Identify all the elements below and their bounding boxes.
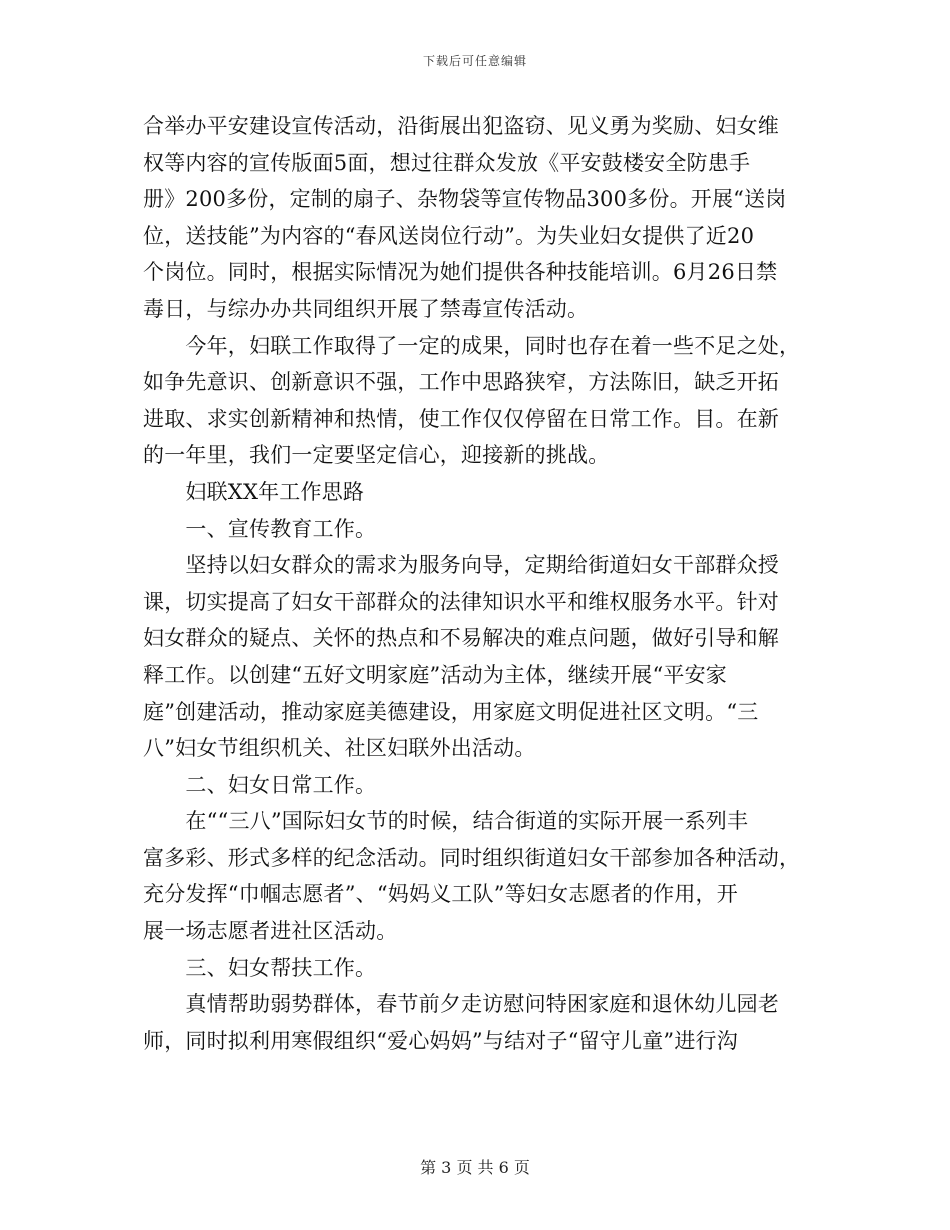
- text-line: 师，同时拟利用寒假组织“爱心妈妈”与结对子“留守儿童”进行沟: [143, 1028, 738, 1053]
- text-line: 坚持以妇女群众的需求为服务向导，定期给街道妇女干部群众授: [143, 553, 779, 578]
- section-title: 妇联XX年工作思路: [143, 479, 365, 504]
- text-line: 展一场志愿者进社区活动。: [143, 919, 398, 944]
- text-line: 册》200多份，定制的扇子、杂物袋等宣传物品300多份。开展“送岗: [143, 187, 787, 212]
- text-line: 位，送技能”为内容的“春风送岗位行动”。为失业妇女提供了近20: [143, 223, 755, 248]
- section-heading: 二、妇女日常工作。: [143, 772, 377, 797]
- text-line: 进取、求实创新精神和热情，使工作仅仅停留在日常工作。目。在新: [143, 406, 779, 431]
- text-line: 充分发挥“巾帼志愿者”、“妈妈义工队”等妇女志愿者的作用，开: [143, 882, 738, 907]
- text-line: 妇女群众的疑点、关怀的热点和不易解决的难点问题，做好引导和解: [143, 626, 779, 651]
- text-line: 如争先意识、创新意识不强，工作中思路狭窄，方法陈旧，缺乏开拓: [143, 370, 779, 395]
- text-line: 权等内容的宣传版面5面，想过往群众发放《平安鼓楼安全防患手: [143, 150, 751, 175]
- section-heading: 一、宣传教育工作。: [143, 516, 377, 541]
- text-line: 释工作。以创建“五好文明家庭”活动为主体，继续开展“平安家: [143, 662, 728, 687]
- text-line: 八”妇女节组织机关、社区妇联外出活动。: [143, 736, 536, 761]
- text-line: 今年，妇联工作取得了一定的成果，同时也存在着一些不足之处，: [143, 333, 801, 358]
- text-line: 课，切实提高了妇女干部群众的法律知识水平和维权服务水平。针对: [143, 589, 779, 614]
- text-line: 富多彩、形式多样的纪念活动。同时组织街道妇女干部参加各种活动，: [143, 845, 801, 870]
- text-line: 的一年里，我们一定要坚定信心，迎接新的挑战。: [143, 443, 610, 468]
- section-heading: 三、妇女帮扶工作。: [143, 955, 377, 980]
- text-line: 真情帮助弱势群体，春节前夕走访慰问特困家庭和退休幼儿园老: [143, 992, 779, 1017]
- text-line: 庭”创建活动，推动家庭美德建设，用家庭文明促进社区文明。“三: [143, 699, 759, 724]
- page-number-footer: 第 3 页 共 6 页: [420, 1158, 530, 1177]
- page-header: 下载后可任意编辑: [422, 54, 527, 68]
- text-line: 毒日，与综办办共同组织开展了禁毒宣传活动。: [143, 296, 589, 321]
- text-line: 个岗位。同时，根据实际情况为她们提供各种技能培训。6月26日禁: [143, 260, 778, 285]
- text-line: 合举办平安建设宣传活动，沿街展出犯盗窃、见义勇为奖励、妇女维: [143, 114, 779, 138]
- document-body: [143, 108, 808, 1059]
- text-line: 在““三八”国际妇女节的时候，结合街道的实际开展一系列丰: [143, 809, 749, 834]
